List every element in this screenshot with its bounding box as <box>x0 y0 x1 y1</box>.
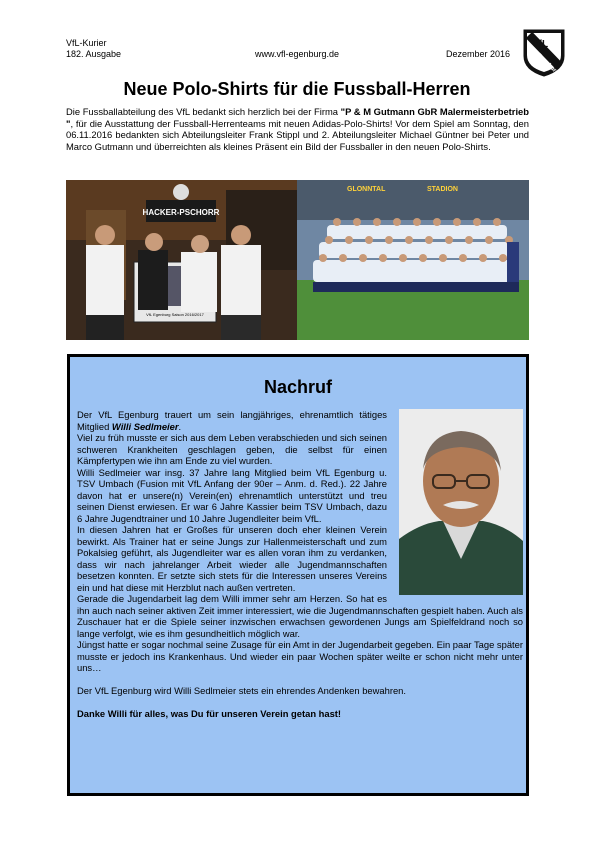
intro-text-1: Die Fussballabteilung des VfL bedankt sich herzlich bei der Firma <box>66 106 341 117</box>
obituary-p7: Der VfL Egenburg wird Willi Sedlmeier stets ein ehrendes Andenken bewahren. <box>77 685 406 696</box>
stadion-sign: STADION <box>427 186 458 193</box>
deceased-name: Willi Sedlmeier <box>111 420 179 432</box>
obituary-box <box>67 354 529 796</box>
article-title: Neue Polo-Shirts für die Fussball-Herren <box>123 79 471 99</box>
svg-text:Egenburg: Egenburg <box>535 52 560 77</box>
issue-number: 182. Ausgabe <box>66 49 122 59</box>
obituary-thanks: Danke Willi für alles, was Du für unseren Verein getan hast! <box>77 708 342 719</box>
intro-company-name: "P & M Gutmann GbR Malermeisterbetrieb " <box>66 106 529 129</box>
website-url: www.vfl-egenburg.de <box>254 49 340 59</box>
article-intro <box>66 106 529 152</box>
obituary-p1-text: Der VfL Egenburg trauert um sein langjähriges, ehrenamtlich tätiges Mitglied <box>77 409 387 432</box>
svg-text:VfL: VfL <box>532 39 549 50</box>
glonntal-sign: GLONNTAL <box>347 186 386 193</box>
hacker-pschorr-sign: HACKER-PSCHORR <box>142 208 220 217</box>
obituary-p4: In diesen Jahren hat er Großes für unseren doch eher kleinen Verein bewirkt. Als Trainer hat er seine Jungs zur Hallenmeisterschaft und zum Pokalsieg geführt, als Jugendleiter war es allen voran ihm zu verdanken, dass wir nach jahrelanger Arbeit wieder alle Jugendmannschaften besetzen konnten. Er setzte sich stets für die Interessen unseres Vereins ein und hat diese mit Herzblut nach außen vertreten. <box>77 524 387 593</box>
intro-text-2: , für die Ausstattung der Fussball-Herrenteams mit neuen Adidas-Polo-Shirts! Vor dem Spiel am Sonntag, den 06.11.2016 bedankten sich Abteilungsleiter Frank Stippl und 2. Abteilungsleiter Michael Güntner bei Peter und Marco Gutmann und überreichten als kleines Präsent ein Bild der Fussballer in den neuen Polo-Shirts. <box>66 117 529 152</box>
obituary-text <box>77 409 523 720</box>
obituary-p5: Gerade die Jugendarbeit lag dem Willi immer sehr am Herzen. So hat es ihn auch nach seiner aktiven Zeit immer interessiert, wie die Jugendmannschaften gespielt haben. Auch als Zuschauer hat er die Spiele seiner inzwischen erwachsen gewordenen Jungs am Spielfeldrand noch so lange verfolgt, wie es ihm gesundheitlich möglich war. <box>77 593 523 639</box>
portrait-photo <box>399 409 523 595</box>
team-picture-caption: VfL Egenburg Saison 2016/2017 <box>146 312 204 317</box>
newsletter-name: VfL-Kurier <box>66 38 107 48</box>
team-group-photo <box>297 180 529 340</box>
obituary-p2: Viel zu früh musste er sich aus dem Leben verabschieden und sich seinen schweren Krankheiten geschlagen geben, die selbst für einen Kämpfertypen wie ihn am Ende zu viel wurden. <box>77 432 387 466</box>
sponsor-handover-photo <box>66 180 297 340</box>
obituary-p3: Willi Sedlmeier war insg. 37 Jahre lang Mitglied beim VfL Egenburg u. TSV Umbach (Fusion mit VfL Anfang der 90er – Anm. d. Red.). 22 Jahre davon hat er unsere(n) Verein(en) ehrenamtlich unterstützt und treu seinen Dienst erwiesen. Er war 6 Jahre Kassier beim TSV Umbach, dazu 6 Jahre Jugendtrainer und 10 Jahre Jugendleiter beim VfL. <box>77 466 387 524</box>
obituary-p1-end: . <box>178 420 182 432</box>
obituary-title: Nachruf <box>263 377 332 397</box>
issue-date: Dezember 2016 <box>446 49 511 59</box>
obituary-p6: Jüngst hatte er sogar nochmal seine Zusage für ein Amt in der Jugendarbeit gegeben. Ein paar Tage später musste er jedoch ins Krankenhaus. Und wieder ein paar Wochen später weilte er schon nicht mehr unter uns… <box>77 639 523 673</box>
club-logo <box>518 26 570 78</box>
